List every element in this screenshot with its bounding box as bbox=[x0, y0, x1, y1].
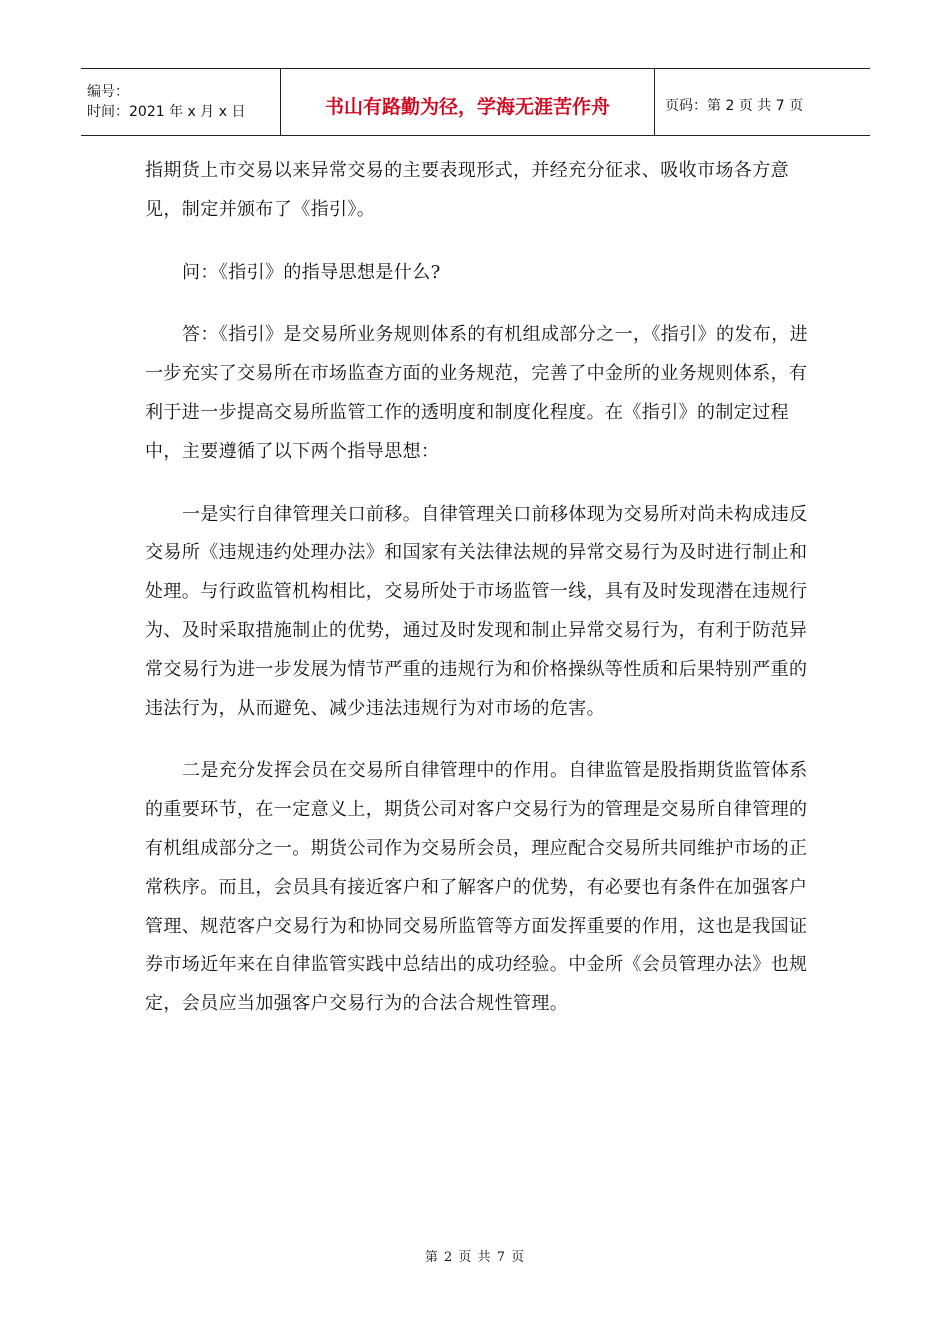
body-paragraph: 一是实行自律管理关口前移。自律管理关口前移体现为交易所对尚未构成违反交易所《违规违约处理办法》和国家有关法律法规的异常交易行为及时进行制止和处理。与行政监管机构相比，交易所处于市场监管一线，具有及时发现潜在违规行为、及时采取措施制止的优势，通过及时发现和制止异常交易行为，有利于防范异常交易行为进一步发展为情节严重的违规行为和价格操纵等性质和后果特别严重的违法行为，从而避免、减少违法违规行为对市场的危害。 bbox=[145, 503, 808, 719]
document-header bbox=[81, 68, 870, 136]
document-body bbox=[145, 152, 811, 1048]
question-paragraph: 问：《指引》的指导思想是什么? bbox=[182, 261, 441, 283]
page-footer: 第 2 页 共 7 页 bbox=[424, 1250, 526, 1265]
serial-number-label: 编号： bbox=[87, 84, 129, 100]
header-page-info: 页码：第 2 页 共 7 页 bbox=[665, 98, 804, 114]
body-paragraph: 二是充分发挥会员在交易所自律管理中的作用。自律监管是股指期货监管体系的重要环节，在一定意义上，期货公司对客户交易行为的管理是交易所自律管理的有机组成部分之一。期货公司作为交易所会员，理应配合交易所共同维护市场的正常秩序。而且，会员具有接近客户和了解客户的优势，有必要也有条件在加强客户管理、规范客户交易行为和协同交易所监管等方面发挥重要的作用，这也是我国证券市场近年来在自律监管实践中总结出的成功经验。中金所《会员管理办法》也规定，会员应当加强客户交易行为的合法合规性管理。 bbox=[145, 760, 808, 1015]
header-motto-cell bbox=[281, 69, 655, 135]
date-label: 时间：2021 年 x 月 x 日 bbox=[87, 104, 246, 120]
header-meta-cell bbox=[81, 69, 281, 135]
header-page-cell bbox=[655, 69, 870, 135]
body-paragraph: 指期货上市交易以来异常交易的主要表现形式，并经充分征求、吸收市场各方意见，制定并颁布了《指引》。 bbox=[145, 160, 789, 220]
answer-paragraph: 答：《指引》是交易所业务规则体系的有机组成部分之一，《指引》的发布，进一步充实了交易所在市场监查方面的业务规范，完善了中金所的业务规则体系，有利于进一步提高交易所监管工作的透明度和制度化程度。在《指引》的制定过程中，主要遵循了以下两个指导思想： bbox=[145, 324, 808, 462]
motto-text: 书山有路勤为径，学海无涯苦作舟 bbox=[324, 95, 610, 118]
